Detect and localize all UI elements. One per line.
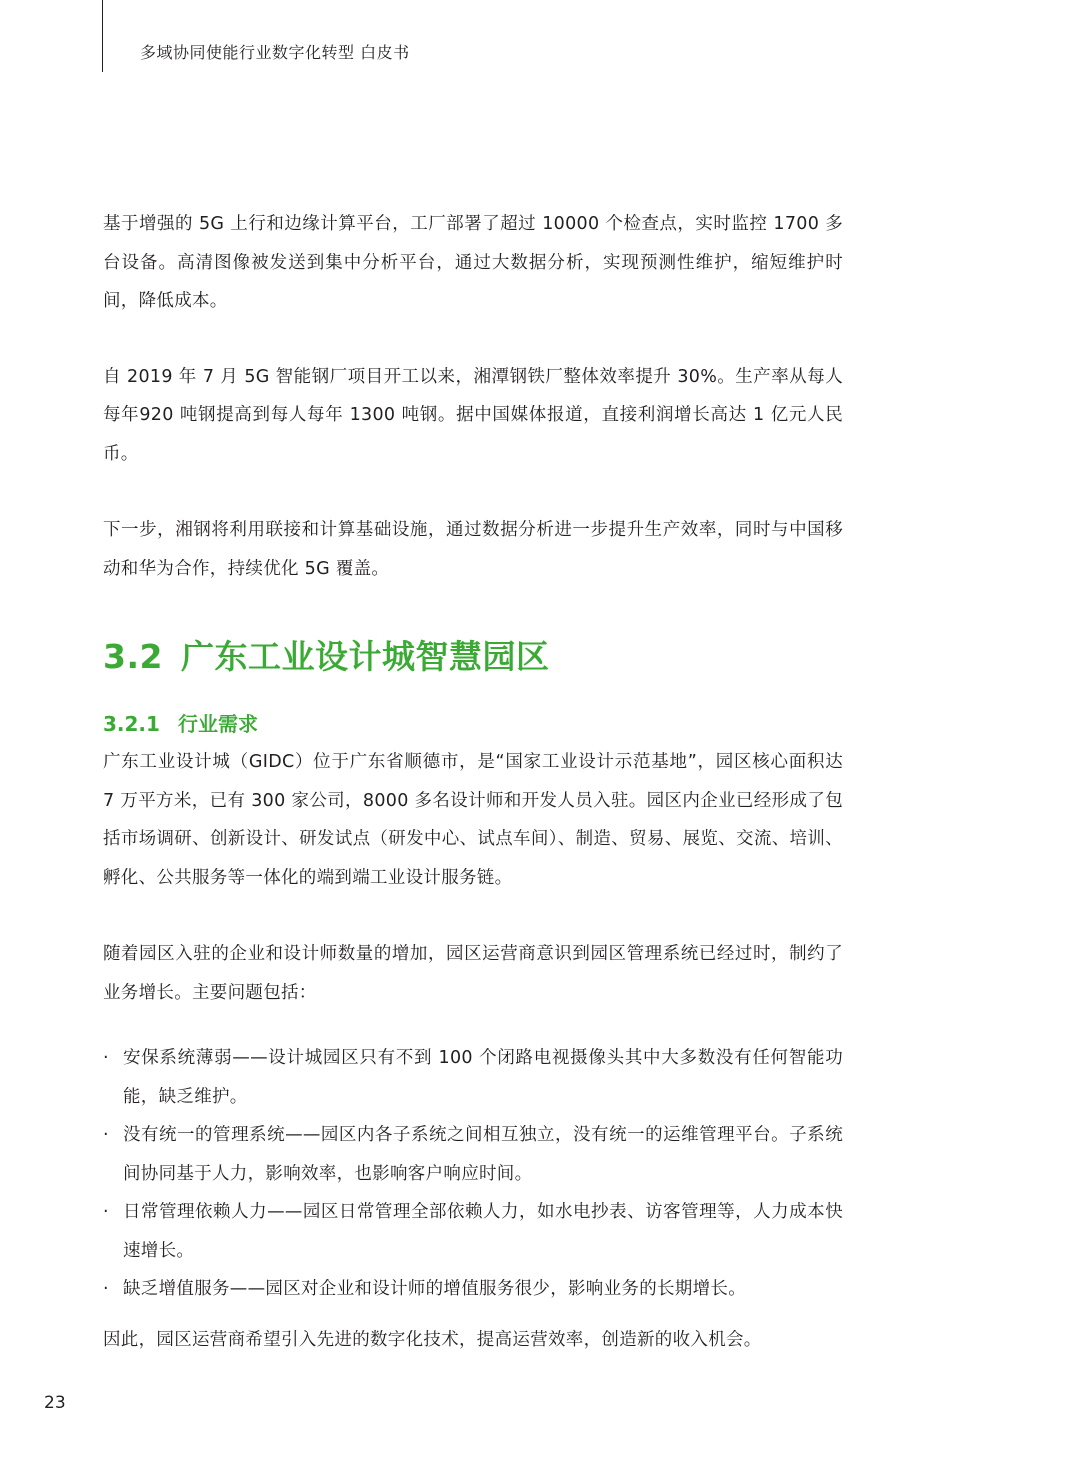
document-header-title: 多域协同使能行业数字化转型 白皮书 — [140, 43, 410, 62]
list-item — [103, 1116, 843, 1193]
bullet-marker: · — [103, 1048, 109, 1068]
paragraph-gidc-intro: 广东工业设计城（GIDC）位于广东省顺德市，是“国家工业设计示范基地”，园区核心面积达 7 万平方米，已有 300 家公司，8000 多名设计师和开发人员入驻。园区内企业已经形成了包括市场调研、创新设计、研发试点（研发中心、试点车间）、制造、贸易、展览、交流、培训、孵化、公共服务等一体化的端到端工业设计服务链。 — [103, 752, 843, 888]
paragraph-efficiency-results: 自 2019 年 7 月 5G 智能钢厂项目开工以来，湘潭钢铁厂整体效率提升 30%。生产率从每人每年920 吨钢提高到每人每年 1300 吨钢。据中国媒体报道，直接利润增长高达 1 亿元人民币。 — [103, 366, 843, 464]
section-heading — [103, 630, 843, 684]
list-item-text: 日常管理依赖人力——园区日常管理全部依赖人力，如水电抄表、访客管理等，人力成本快速增长。 — [123, 1202, 843, 1261]
section-title: 广东工业设计城智慧园区 — [180, 637, 550, 676]
list-item-text: 安保系统薄弱——设计城园区只有不到 100 个闭路电视摄像头其中大多数没有任何智能功能，缺乏维护。 — [123, 1048, 843, 1107]
paragraph-next-steps: 下一步，湘钢将利用联接和计算基础设施，通过数据分析进一步提升生产效率，同时与中国移动和华为合作，持续优化 5G 覆盖。 — [103, 520, 843, 579]
subsection-heading — [103, 707, 843, 741]
bullet-marker: · — [103, 1202, 109, 1222]
bullet-marker: · — [103, 1279, 109, 1299]
list-item-text: 缺乏增值服务——园区对企业和设计师的增值服务很少，影响业务的长期增长。 — [123, 1279, 746, 1299]
page-number: 23 — [44, 1393, 66, 1413]
list-item — [103, 1270, 843, 1309]
problem-list — [103, 1039, 843, 1309]
section-number: 3.2 — [103, 637, 163, 676]
paragraph-problems-intro: 随着园区入驻的企业和设计师数量的增加，园区运营商意识到园区管理系统已经过时，制约了业务增长。主要问题包括： — [103, 944, 843, 1003]
list-item-text: 没有统一的管理系统——园区内各子系统之间相互独立，没有统一的运维管理平台。子系统间协同基于人力，影响效率，也影响客户响应时间。 — [123, 1125, 843, 1184]
paragraph-edge-computing: 基于增强的 5G 上行和边缘计算平台，工厂部署了超过 10000 个检查点，实时监控 1700 多台设备。高清图像被发送到集中分析平台，通过大数据分析，实现预测性维护，缩短维护时间，降低成本。 — [103, 214, 843, 311]
page-content — [103, 205, 843, 1359]
paragraph-conclusion: 因此，园区运营商希望引入先进的数字化技术，提高运营效率，创造新的收入机会。 — [103, 1329, 762, 1350]
bullet-marker: · — [103, 1125, 109, 1145]
list-item — [103, 1039, 843, 1116]
subsection-number: 3.2.1 — [103, 712, 160, 736]
subsection-title: 行业需求 — [177, 712, 258, 736]
header-vertical-rule — [102, 0, 103, 72]
list-item — [103, 1193, 843, 1270]
